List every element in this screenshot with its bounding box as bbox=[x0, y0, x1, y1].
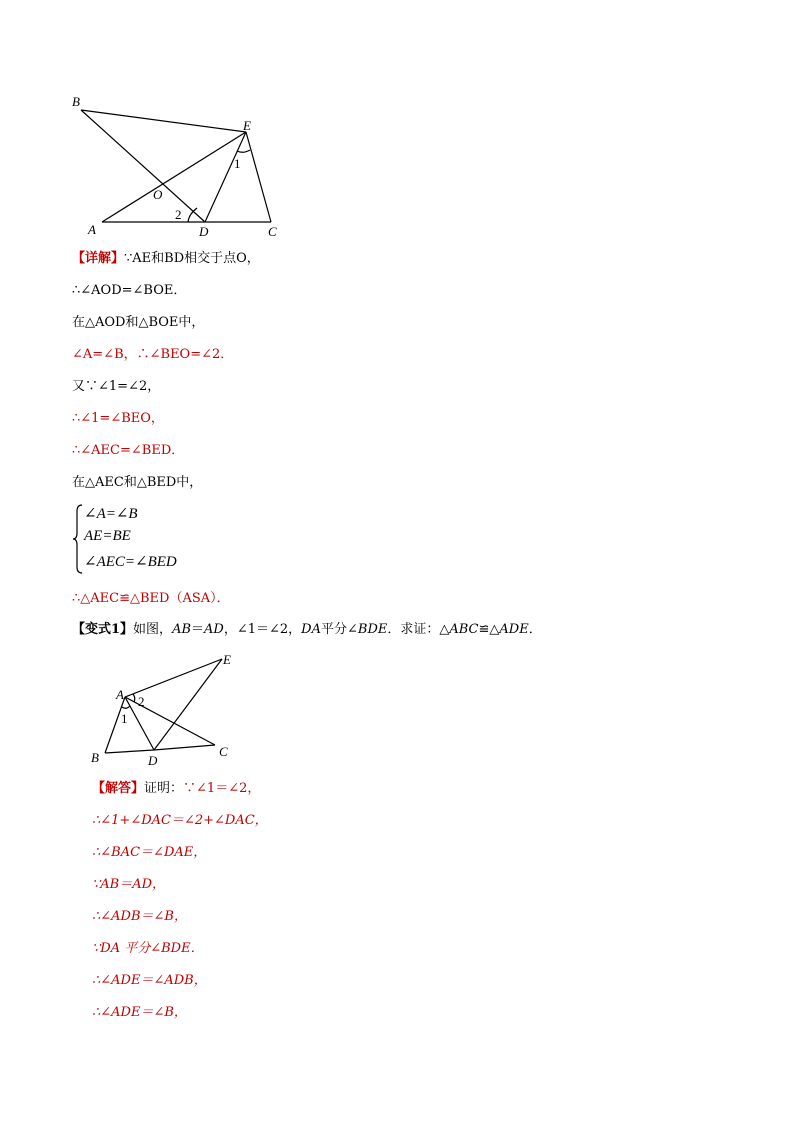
label-angle-2: 2 bbox=[175, 207, 182, 222]
figure-1-diagram bbox=[60, 90, 290, 245]
segment-BE bbox=[81, 110, 246, 132]
solution-1-line-3: 在△AOD和△BOE中， bbox=[72, 315, 205, 330]
variant-text-l: ADE bbox=[499, 622, 529, 637]
variant-text-i: ．求证：△ bbox=[387, 622, 450, 637]
segment-EC bbox=[246, 132, 271, 222]
figure-1 bbox=[60, 90, 290, 245]
figure-2-diagram bbox=[80, 645, 260, 770]
solution-1-line-1 bbox=[72, 250, 260, 268]
system-row-3: ∠AEC=∠BED bbox=[84, 554, 177, 570]
left-brace bbox=[72, 503, 84, 575]
label-angle-1: 1 bbox=[234, 156, 241, 171]
variant-text-c: ＝ bbox=[191, 622, 205, 637]
segment-AE bbox=[102, 132, 246, 222]
answer-line-2: ∴∠1+∠DAC＝∠2+∠DAC， bbox=[92, 813, 268, 828]
label-E: E bbox=[223, 652, 231, 667]
detail-label: 【详解】 bbox=[72, 251, 125, 266]
variant-text-e: ，∠1＝∠2， bbox=[223, 622, 302, 637]
label-A: A bbox=[116, 687, 124, 702]
answer-prefix: 证明： bbox=[144, 781, 184, 796]
answer-label: 【解答】 bbox=[92, 781, 145, 796]
label-E: E bbox=[243, 118, 251, 133]
answer-line-5: ∴∠ADB＝∠B， bbox=[92, 909, 187, 924]
system-row-1: ∠A=∠B bbox=[84, 506, 138, 522]
angle-1-arc bbox=[122, 706, 130, 708]
answer-text-1: ∵∠1＝∠2， bbox=[183, 781, 261, 796]
variant-text-a: 如图， bbox=[133, 622, 173, 637]
solution-1-line-6: ∴∠1=∠BEO， bbox=[72, 411, 164, 426]
label-D: D bbox=[199, 224, 209, 239]
label-A: A bbox=[88, 222, 96, 237]
segment-BD bbox=[81, 110, 205, 222]
answer-line-1 bbox=[92, 780, 260, 798]
variant-text-m: ． bbox=[528, 622, 542, 637]
answer-line-4: ∵AB＝AD， bbox=[92, 877, 166, 892]
solution-1-conclusion: ∴△AEC≌△BED（ASA）． bbox=[72, 591, 230, 606]
variant-text-f: DA bbox=[301, 622, 321, 637]
label-O: O bbox=[153, 187, 163, 202]
system-row-2: AE=BE bbox=[84, 528, 131, 544]
label-C: C bbox=[268, 224, 277, 239]
answer-line-8: ∴∠ADE＝∠B， bbox=[92, 1005, 187, 1020]
answer-line-7: ∴∠ADE＝∠ADB， bbox=[92, 973, 207, 988]
label-D: D bbox=[148, 753, 158, 768]
label-angle-2: 2 bbox=[138, 694, 145, 709]
solution-1-line-2: ∴∠AOD=∠BOE． bbox=[72, 283, 187, 298]
variant-text-g: 平分∠ bbox=[320, 622, 358, 637]
angle-1-arc bbox=[237, 150, 250, 152]
segment-DC bbox=[154, 745, 215, 750]
variant-text-k: ≌△ bbox=[478, 622, 500, 637]
segment-BD bbox=[105, 750, 154, 753]
label-B: B bbox=[91, 750, 99, 765]
variant-1-label: 【变式1】 bbox=[72, 622, 134, 637]
answer-line-3: ∴∠BAC＝∠DAE， bbox=[92, 845, 207, 860]
figure-2 bbox=[80, 645, 260, 770]
solution-1-line-7: ∴∠AEC=∠BED． bbox=[72, 443, 185, 458]
variant-text-b: AB bbox=[172, 622, 192, 637]
variant-text-d: AD bbox=[204, 622, 224, 637]
detail-text-1: ∵AE和BD相交于点O， bbox=[124, 251, 260, 266]
variant-text-h: BDE bbox=[357, 622, 388, 637]
label-C: C bbox=[219, 744, 228, 759]
label-B: B bbox=[72, 94, 80, 109]
variant-text-j: ABC bbox=[449, 622, 479, 637]
answer-line-6: ∵DA 平分∠BDE． bbox=[92, 941, 204, 956]
solution-1-line-8: 在△AEC和△BED中， bbox=[72, 475, 203, 490]
variant-1-statement bbox=[72, 621, 542, 639]
label-angle-1: 1 bbox=[121, 711, 128, 726]
solution-1-line-4: ∠A=∠B，∴∠BEO=∠2． bbox=[72, 347, 234, 362]
solution-1-line-5: 又∵∠1=∠2， bbox=[72, 379, 161, 394]
